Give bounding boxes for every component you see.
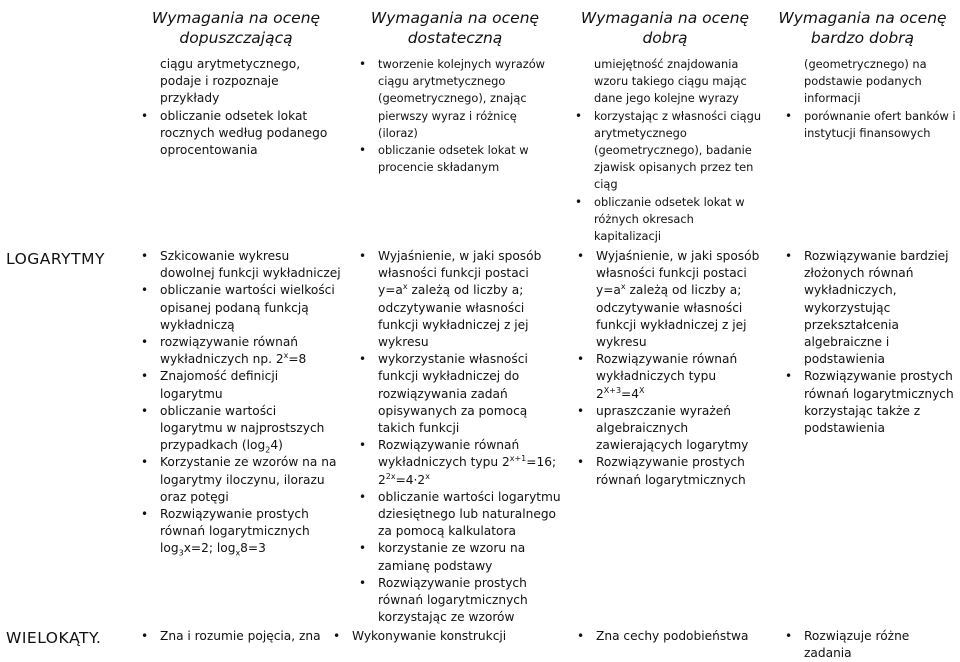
list-item: • Rozwiązywanie prostych równań logarytmicznych	[574, 454, 762, 488]
wielokaty-col2: • Wykonywanie konstrukcji	[330, 628, 506, 645]
logarytmy-col1	[138, 248, 342, 558]
logarytmy-col3	[574, 248, 762, 489]
list-item: • obliczanie odsetek lokat rocznych według podanego oprocentowania	[138, 108, 338, 160]
list-item: • Rozwiązywanie równań wykładniczych typu $2^{x+1}=16$; $2^{2x}=4\cdot 2^x$	[356, 437, 562, 489]
row-label-logarytmy: LOGARYTMY	[6, 250, 105, 268]
list-item: • rozwiązywanie równań wykładniczych np. $2^x=8$	[138, 334, 342, 368]
list-item: • Rozwiązywanie bardziej złożonych równań wykładniczych, wykorzystując przekształcenia algebraiczne i podstawienia	[782, 248, 958, 368]
list-item: • obliczanie odsetek lokat w różnych okresach kapitalizacji	[572, 194, 762, 246]
header-col1	[132, 8, 340, 48]
header-col3-line1: Wymagania na ocenę	[580, 9, 750, 27]
list-item: • obliczanie odsetek lokat w procencie składanym	[356, 142, 556, 176]
list-item: • wykorzystanie własności funkcji wykładniczej do rozwiązywania zadań opisywanych za pomocą takich funkcji	[356, 351, 562, 437]
header-col3-line2: dobrą	[642, 29, 688, 47]
list-item: • obliczanie wartości wielkości opisanej podaną funkcją wykładniczą	[138, 282, 342, 334]
header-col2-line1: Wymagania na ocenę	[370, 9, 540, 27]
continued-col4	[782, 56, 958, 142]
continued-col2	[356, 56, 556, 176]
list-item: • Rozwiązywanie prostych równań logarytmicznych korzystając także z podstawienia	[782, 368, 958, 437]
continued-col3	[572, 56, 762, 245]
continued-col1	[138, 56, 338, 159]
header-col2-line2: dostateczną	[407, 29, 503, 47]
list-item: • tworzenie kolejnych wyrazów ciągu arytmetycznego (geometrycznego), znając pierwszy wyraz i różnicę (iloraz)	[356, 56, 556, 142]
list-item: • obliczanie wartości logarytmu w najprostszych przypadkach $(\log_24)$	[138, 403, 342, 455]
header-col1-line1: Wymagania na ocenę	[151, 9, 321, 27]
list-item: • Znajomość definicji logarytmu	[138, 368, 342, 402]
list-item: • Szkicowanie wykresu dowolnej funkcji wykładniczej	[138, 248, 342, 282]
header-col2	[350, 8, 560, 48]
list-item: • Wyjaśnienie, w jaki sposób własności funkcji postaci $y=a^x$ zależą od liczby a; odczytywanie własności funkcji wykładniczej z jej wykresu	[356, 248, 562, 351]
list-item: • korzystanie ze wzoru na zamianę podstawy	[356, 540, 562, 574]
list-item: • Rozwiązywanie równań wykładniczych typu $2^{X+3}=4^X$	[574, 351, 762, 403]
list-item: • korzystając z własności ciągu arytmetycznego (geometrycznego), badanie zjawisk opisanych przez ten ciąg	[572, 108, 762, 194]
header-col4	[770, 8, 955, 48]
header-col4-line1: Wymagania na ocenę	[778, 9, 947, 27]
wielokaty-col3: • Zna cechy podobieństwa	[574, 628, 748, 645]
list-item: (geometrycznego) na podstawie podanych informacji	[804, 57, 927, 106]
list-item: • upraszczanie wyrażeń algebraicznych zawierających logarytmy	[574, 403, 762, 455]
list-item: • Rozwiązywanie prostych równań logarytmicznych $\log_3x=2$; $\log_x8=3$	[138, 506, 342, 558]
logarytmy-col2	[356, 248, 562, 626]
wielokaty-col4: • Rozwiązuje różne zadania	[782, 628, 960, 662]
list-item: • Wyjaśnienie, w jaki sposób własności funkcji postaci $y=a^x$ zależą od liczby a; odczytywanie własności funkcji wykładniczej z jej wykresu	[574, 248, 762, 351]
list-item: • Rozwiązywanie prostych równań logarytmicznych korzystając ze wzorów	[356, 575, 562, 627]
wielokaty-col1: • Zna i rozumie pojęcia, zna	[138, 628, 321, 645]
list-item: • porównanie ofert banków i instytucji finansowych	[782, 108, 958, 142]
row-label-wielokaty: WIELOKĄTY.	[6, 629, 102, 647]
list-item: • Korzystanie ze wzorów na na logarytmy iloczynu, ilorazu oraz potęgi	[138, 454, 342, 506]
list-item: umiejętność znajdowania wzoru takiego ciągu mając dane jego kolejne wyrazy	[594, 57, 747, 106]
header-col1-line2: dopuszczającą	[179, 29, 293, 47]
list-item: ciągu arytmetycznego, podaje i rozpoznaje przykłady	[160, 57, 301, 106]
logarytmy-col4	[782, 248, 958, 437]
list-item: • obliczanie wartości logarytmu dziesiętnego lub naturalnego za pomocą kalkulatora	[356, 489, 562, 541]
header-col4-line2: bardzo dobrą	[810, 29, 915, 47]
header-col3	[570, 8, 760, 48]
